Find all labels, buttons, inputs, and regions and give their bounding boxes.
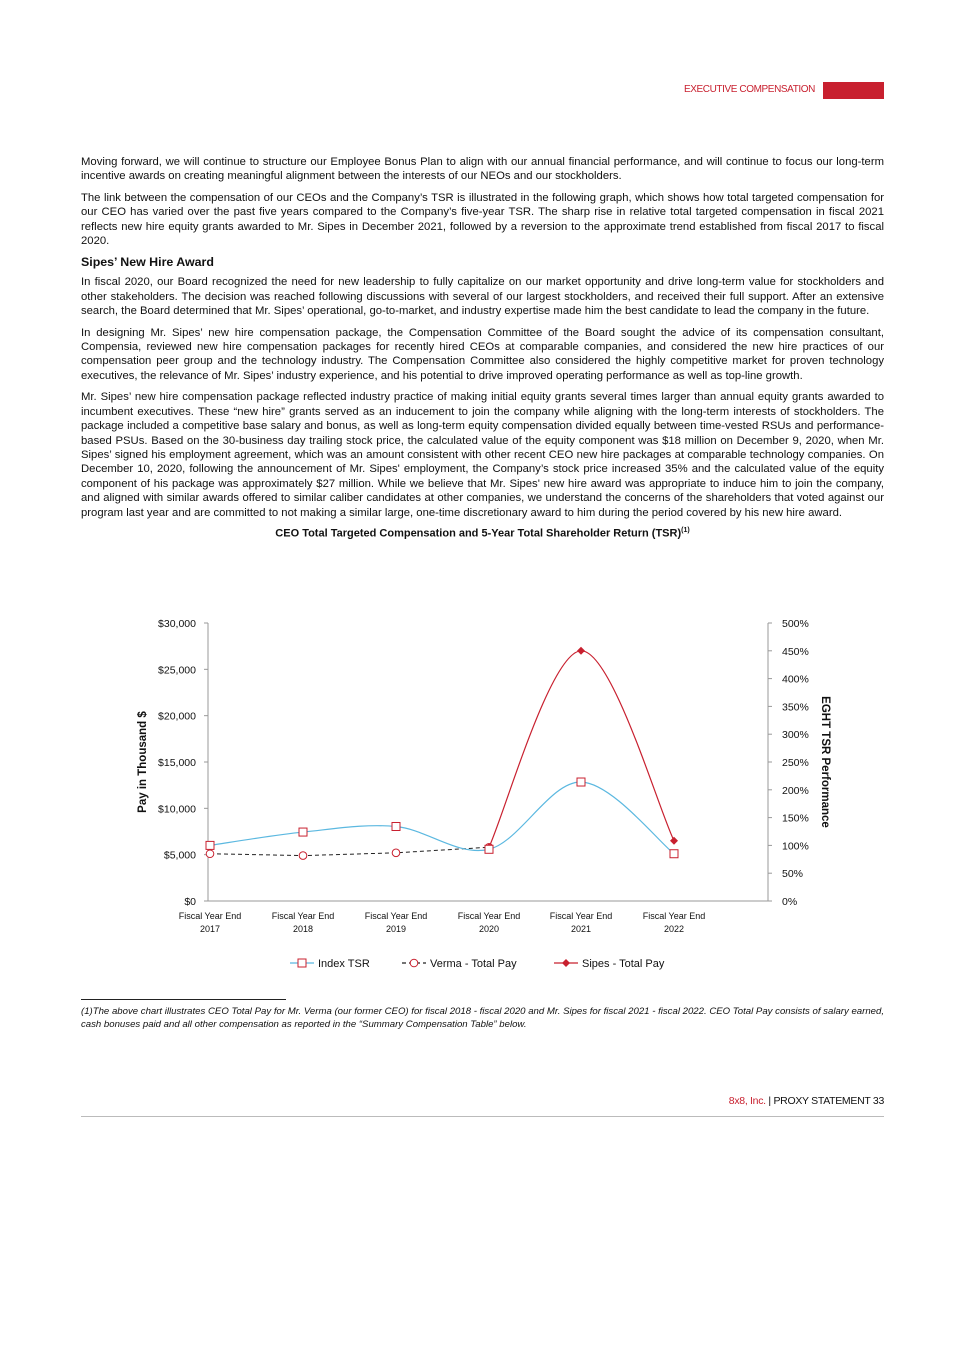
legend-label-index-tsr: Index TSR	[318, 958, 370, 970]
y2-tick-label: 250%	[782, 757, 809, 769]
series-line-verma-total-pay	[210, 847, 489, 855]
footer-rule	[81, 1116, 884, 1117]
data-point-index-tsr	[485, 845, 493, 853]
x-tick-label: Fiscal Year End	[178, 911, 242, 921]
series-line-sipes-total-pay	[489, 651, 674, 847]
legend-label-verma-total-pay: Verma - Total Pay	[430, 958, 517, 970]
y-tick-label: $20,000	[158, 710, 196, 723]
footer-doc: | PROXY STATEMENT 33	[768, 1095, 884, 1107]
x-tick-label: Fiscal Year End	[642, 911, 706, 921]
paragraph-package-details: Mr. Sipes’ new hire compensation package reflected industry practice of making initial equity grants several times larger than annual equity grants awarded to incumbent executives. These “new hire” grants served as an inducement to join the company while aligning with the long-term interests of stockholders. The package included a competitive base salary and bonus, as well as long-term equity compensation divided equally between time-vested RSUs and performance-based PSUs. Based on the 30-business day trailing stock price, the calculated value of the equity component was $18 million on December 9, 2020, when Mr. Sipes’ signed his employment agreement, which was an amount consistent with other recent CEO new hire packages at comparable technology companies. On December 10, 2020, following the announcement of Mr. Sipes' employment, the Company’s stock price increased 35% and the calculated value of the equity component of his package was approximately $27 million. While we believe that Mr. Sipes' new hire award was appropriate to induce him to join the company, and aligned with similar awards offered to similar caliber candidates at other companies, we understand the concerns of the shareholders that voted against our program last year and are committed to not making a similar large, one-time discretionary award to him during the period covered by his new hire award.	[81, 391, 884, 519]
data-point-index-tsr	[577, 778, 585, 786]
y2-tick-label: 350%	[782, 701, 809, 714]
x-tick-label: Fiscal Year End	[364, 911, 428, 921]
section-label: EXECUTIVE COMPENSATION	[683, 84, 815, 95]
footnote-rule	[81, 999, 286, 1000]
y2-tick-label: 450%	[782, 645, 809, 658]
data-point-index-tsr	[670, 850, 678, 858]
footnote: (1)The above chart illustrates CEO Total Pay for Mr. Verma (our former CEO) for fiscal 2018 - fiscal 2020 and Mr. Sipes for fiscal 2021 - fiscal 2022. CEO Total Pay consists of salary earned, cash bonuses paid and all other compensation as reported in the “Summary Compensation Table” below.	[81, 1006, 884, 1030]
x-tick-label-year: 2017	[199, 924, 221, 934]
chart-title-text: CEO Total Targeted Compensation and 5-Year Total Shareholder Return (TSR)	[275, 527, 682, 540]
data-point-verma-total-pay	[206, 850, 214, 858]
data-point-sipes-total-pay	[577, 647, 585, 655]
data-point-index-tsr	[299, 828, 307, 836]
x-tick-label: Fiscal Year End	[271, 911, 335, 921]
y-tick-label: $5,000	[163, 849, 196, 862]
footer-company: 8x8, Inc.	[728, 1095, 766, 1107]
y-tick-label: $30,000	[158, 618, 196, 630]
y2-tick-label: 150%	[782, 812, 809, 825]
y-tick-label: $10,000	[158, 803, 196, 816]
paragraph-tsr-link: The link between the compensation of our CEOs and the Company’s TSR is illustrated in the following graph, which shows how total targeted compensation for our CEO has varied over the past five years compared to the Company’s five-year TSR. The sharp rise in relative total targeted compensation in fiscal 2021 reflects new hire equity grants awarded to Mr. Sipes in December 2021, followed by a reversion to the approximate trend established from fiscal 2017 to fiscal 2020.	[81, 191, 884, 248]
y2-tick-label: 50%	[782, 868, 804, 881]
legend-marker-index-tsr	[298, 959, 306, 967]
x-tick-label-year: 2019	[385, 924, 407, 934]
data-point-sipes-total-pay	[670, 837, 678, 845]
y2-tick-label: 200%	[782, 784, 809, 797]
y-tick-label: $25,000	[158, 664, 196, 677]
x-tick-label-year: 2018	[292, 924, 314, 934]
legend-marker-verma-total-pay	[410, 959, 418, 967]
data-point-index-tsr	[206, 841, 214, 849]
y-tick-label: $0	[184, 896, 196, 908]
y2-axis-label: EGHT TSR Performance	[819, 696, 831, 828]
paragraph-package-design: In designing Mr. Sipes’ new hire compensation package, the Compensation Committee of the Board sought the advice of its compensation consultant, Compensia, reviewed new hire compensation packages for recently hired CEOs at comparable companies, and considered the new hire practices of our compensation peer group and the technology industry. The Compensation Committee also considered the highly competitive market for proven technology executives, the relevance of Mr. Sipes’ industry experience, and his potential to drive improved operating performance as well as top-line growth.	[81, 326, 884, 382]
x-tick-label: Fiscal Year End	[549, 911, 613, 921]
chart-title-footnote-ref: (1)	[681, 526, 690, 534]
y-axis-label: Pay in Thousand $	[137, 711, 149, 813]
y2-tick-label: 300%	[782, 729, 809, 742]
y2-tick-label: 0%	[782, 896, 798, 908]
x-tick-label-year: 2021	[570, 924, 592, 934]
x-tick-label-year: 2022	[663, 924, 685, 934]
series-line-index-tsr	[210, 782, 674, 854]
section-heading: Sipes’ New Hire Award	[81, 255, 214, 270]
data-point-verma-total-pay	[392, 849, 400, 857]
data-point-verma-total-pay	[299, 852, 307, 860]
x-tick-label-year: 2020	[478, 924, 500, 934]
paragraph-new-leadership: In fiscal 2020, our Board recognized the need for new leadership to fully capitalize on our market opportunity and drive long-term value for stockholders and other stakeholders. The decision was reached following discussions with several of our largest stockholders, and received their full support. After an extensive search, the Board determined that Mr. Sipes’ operational, go-to-market, and industry expertise made him the best candidate to lead the company in the future.	[81, 276, 884, 318]
page-footer	[500, 1095, 884, 1107]
paragraph-bonus-plan: Moving forward, we will continue to structure our Employee Bonus Plan to align with our annual financial performance, and will continue to focus our long-term incentive awards on creating meaningful alignment between the interests of our NEOs and our stockholders.	[81, 156, 884, 183]
y-tick-label: $15,000	[158, 757, 196, 769]
y2-tick-label: 100%	[782, 840, 809, 853]
y2-tick-label: 400%	[782, 673, 809, 686]
data-point-index-tsr	[392, 822, 400, 830]
legend-marker-sipes-total-pay	[562, 959, 570, 967]
legend-label-sipes-total-pay: Sipes - Total Pay	[582, 958, 665, 970]
x-tick-label: Fiscal Year End	[457, 911, 521, 921]
y2-tick-label: 500%	[782, 618, 809, 630]
